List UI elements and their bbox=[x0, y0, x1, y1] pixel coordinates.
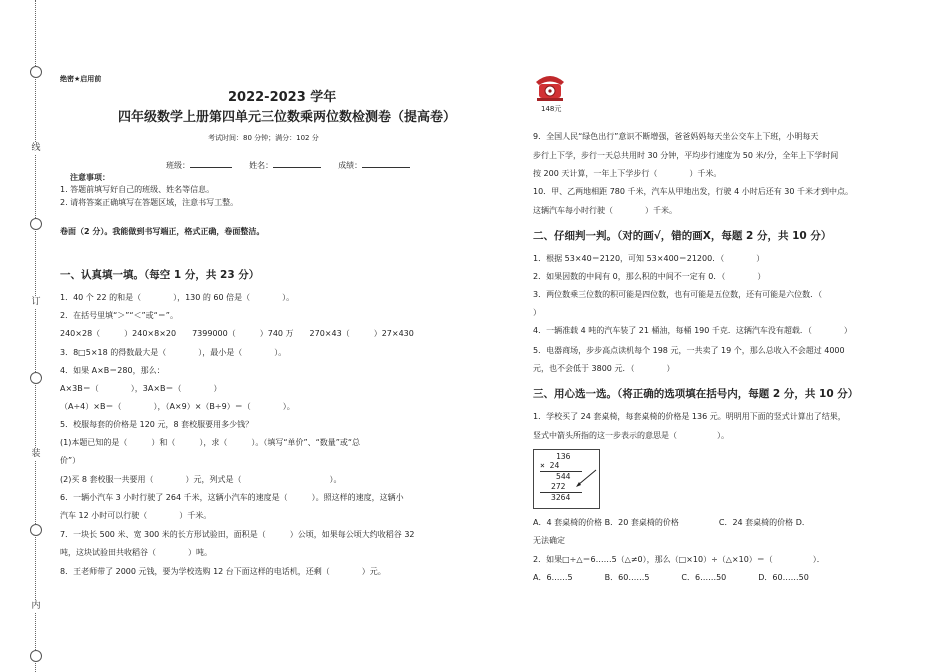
name-field[interactable] bbox=[273, 158, 321, 168]
s1-q4-a: A×3B＝（ ），3A×B＝（ ） bbox=[60, 384, 222, 393]
s2-q4: 4．一辆准载 4 吨的汽车装了 21 桶油，每桶 190 千克．这辆汽车没有超载．（ ） bbox=[533, 326, 852, 335]
s1-q5: 5．校服每套的价格是 120 元，8 套校服要用多少钱？ bbox=[60, 420, 254, 429]
binding-hole-4 bbox=[30, 524, 42, 536]
score-label: 成绩： bbox=[338, 161, 363, 170]
s1-q5-2: (2)买 8 套校服一共要用（ ）元，列式是（ ）。 bbox=[60, 475, 342, 484]
s1-q7: 7．一块长 500 米、宽 300 米的长方形试验田，面积是（ ）公顷，如果每公顷大约收稻谷 32 bbox=[60, 530, 415, 539]
s3-q2-options: A．6……5 B．60……5 C．6……50 D．60……50 bbox=[533, 573, 809, 582]
s2-q1: 1．根据 53×40＝2120，可知 53×400＝21200．（ ） bbox=[533, 254, 765, 263]
s1-q2: 2．在括号里填“＞”“＜”或“＝”。 bbox=[60, 311, 178, 320]
s1-q9b: 步行上下学，步行一天总共用时 30 分钟，平均步行速度为 50 米/分，全年上下学时间 bbox=[533, 151, 839, 160]
s1-q5-1b: 价”） bbox=[60, 456, 81, 465]
s1-q2-row: 240×28（ ）240×8×20 7399000（ ）740 万 270×43（ ）27×430 bbox=[60, 329, 414, 338]
vertical-calculation bbox=[533, 449, 600, 509]
binding-char-ding: 订 bbox=[29, 296, 43, 308]
binding-dotted-line bbox=[35, 0, 36, 672]
binding-margin bbox=[30, 0, 42, 672]
binding-hole-2 bbox=[30, 218, 42, 230]
s1-q4: 4．如果 A×B＝280，那么： bbox=[60, 366, 165, 375]
s1-q8: 8．王老师带了 2000 元钱，要为学校选购 12 台下面这样的电话机，还剩（ ）元。 bbox=[60, 567, 386, 576]
s1-q6: 6．一辆小汽车 3 小时行驶了 264 千米，这辆小汽车的速度是（ ）。照这样的速度，这辆小 bbox=[60, 493, 404, 502]
s1-q3: 3．8□5×18 的得数最大是（ ），最小是（ ）。 bbox=[60, 348, 287, 357]
section1-title: 一、认真填一填。（每空 1 分，共 23 分） bbox=[60, 269, 260, 281]
s3-q2: 2．如果□÷△＝6……5（△≠0），那么（□×10）÷（△×10）＝（ ）． bbox=[533, 555, 825, 564]
s1-q6b: 汽车 12 小时可以行驶（ ）千米。 bbox=[60, 511, 212, 520]
calc-line-2: × 24 bbox=[540, 461, 560, 470]
notes-heading: 注意事项： bbox=[70, 173, 110, 182]
calc-line-1: 136 bbox=[556, 452, 571, 461]
class-label: 班级： bbox=[166, 161, 190, 170]
s1-q10b: 这辆汽车每小时行驶（ ）千米。 bbox=[533, 206, 677, 215]
s1-q4-b: （A÷4）×B＝（ ），（A×9）×（B÷9）＝（ ）。 bbox=[60, 402, 295, 411]
calc-line-5: 3264 bbox=[551, 493, 571, 502]
juanmian-line: 卷面（2 分）。我能做到书写端正，格式正确，卷面整洁。 bbox=[60, 227, 265, 236]
arrow-icon bbox=[572, 468, 598, 490]
binding-hole-5 bbox=[30, 650, 42, 662]
s1-q1: 1．40 个 22 的和是（ ），130 的 60 倍是（ ）。 bbox=[60, 293, 295, 302]
calc-line-4: 272 bbox=[551, 482, 566, 491]
s2-q2: 2．如果因数的中间有 0，那么积的中间不一定有 0．（ ） bbox=[533, 272, 766, 281]
score-field[interactable] bbox=[362, 158, 410, 168]
notes-item-2: 2. 请将答案正确填写在答题区域，注意书写工整。 bbox=[60, 198, 239, 207]
phone-price: 148元 bbox=[541, 105, 562, 113]
class-field[interactable] bbox=[190, 158, 232, 168]
s1-q9: 9．全国人民“绿色出行”意识不断增强，爸爸妈妈每天坐公交车上下班，小明每天 bbox=[533, 132, 819, 141]
s2-q5b: 元，也不会低于 3800 元．（ ） bbox=[533, 364, 675, 373]
exam-info: 考试时间：80 分钟；满分：102 分 bbox=[208, 134, 319, 142]
s2-q5: 5．电器商场，步步高点读机每个 198 元，一共卖了 19 个，那么总收入不会超过 4000 bbox=[533, 346, 845, 355]
s2-q3b: ） bbox=[533, 308, 541, 317]
exam-year: 2022-2023 学年 bbox=[228, 90, 337, 105]
binding-hole-3 bbox=[30, 372, 42, 384]
calc-line-3: 544 bbox=[556, 472, 571, 481]
secret-mark: 绝密★启用前 bbox=[60, 75, 102, 83]
section2-title: 二、仔细判一判。（对的画√，错的画X，每题 2 分，共 10 分） bbox=[533, 230, 832, 242]
s1-q5-1: (1)本题已知的是（ ）和（ ），求（ ）。（填写“单价”、“数量”或“总 bbox=[60, 438, 361, 447]
s3-q1: 1．学校买了 24 套桌椅，每套桌椅的价格是 136 元。明明用下面的竖式计算出了结果， bbox=[533, 412, 846, 421]
notes-item-1: 1. 答题前填写好自己的班级、姓名等信息。 bbox=[60, 185, 215, 194]
section3-title: 三、用心选一选。（将正确的选项填在括号内，每题 2 分，共 10 分） bbox=[533, 388, 859, 400]
s3-q1-options: A．4 套桌椅的价格 B．20 套桌椅的价格 C．24 套桌椅的价格 D． bbox=[533, 518, 810, 527]
s2-q3: 3．两位数乘三位数的积可能是四位数，也有可能是五位数，还有可能是六位数．（ bbox=[533, 290, 823, 299]
s1-q7b: 吨，这块试验田共收稻谷（ ）吨。 bbox=[60, 548, 212, 557]
name-label: 姓名： bbox=[249, 161, 274, 170]
binding-char-zhuang: 装 bbox=[29, 448, 43, 460]
student-info-row bbox=[166, 158, 410, 171]
exam-title: 四年级数学上册第四单元三位数乘两位数检测卷（提高卷） bbox=[118, 110, 457, 125]
telephone-icon bbox=[532, 70, 568, 102]
binding-hole-1 bbox=[30, 66, 42, 78]
s3-q1-options-2: 无法确定 bbox=[533, 536, 565, 545]
binding-char-xian: 线 bbox=[29, 142, 43, 154]
s1-q9c: 按 200 天计算，一年上下学步行（ ）千米。 bbox=[533, 169, 722, 178]
s3-q1b: 竖式中箭头所指的这一步表示的意思是（ ）。 bbox=[533, 431, 729, 440]
binding-char-nei: 内 bbox=[29, 600, 43, 612]
s1-q10: 10．甲、乙两地相距 780 千米，汽车从甲地出发，行驶 4 小时后还有 30 千米才到中点。 bbox=[533, 187, 853, 196]
